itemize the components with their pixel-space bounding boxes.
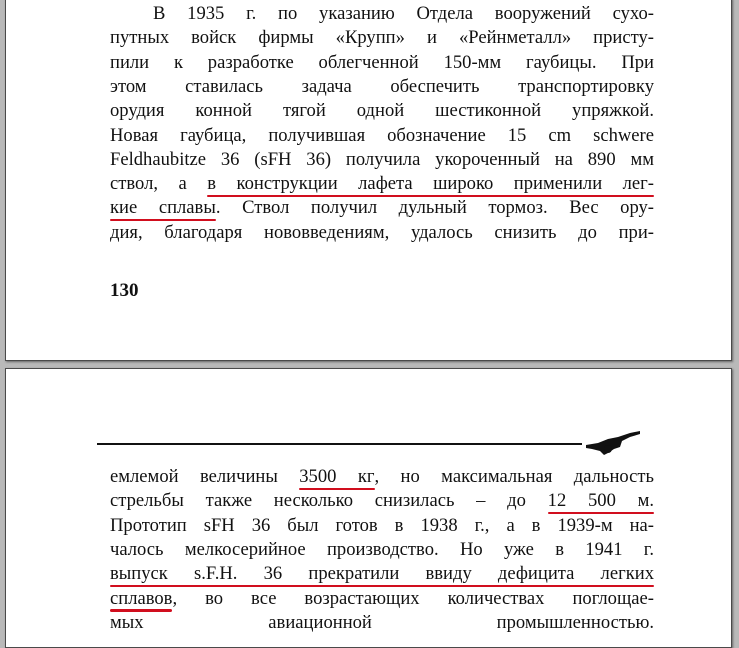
section-rule	[97, 443, 582, 445]
text-line	[110, 124, 654, 148]
text-line	[110, 562, 654, 586]
highlighted-text: выпуск s.F.H. 36 прекратили ввиду дефицита легких	[110, 563, 654, 585]
text-segment: , во все возрастающих количествах поглощае-	[172, 587, 654, 609]
text-segment: Прототип sFH 36 был готов в 1938 г., а в 1939-м на-	[110, 514, 654, 536]
text-line	[110, 611, 654, 635]
text-line	[110, 99, 654, 123]
text-line	[110, 221, 654, 245]
text-line	[110, 538, 654, 562]
highlighted-text: 3500 кг	[299, 466, 375, 487]
text-line	[110, 489, 654, 513]
text-line	[110, 196, 654, 220]
page-top	[5, 0, 732, 361]
text-line	[110, 172, 654, 196]
text-line	[110, 465, 654, 489]
text-segment: пили к разработке облегченной 150-мм гаубицы. При	[110, 51, 654, 73]
text-segment: , но максимальная дальность	[374, 466, 655, 487]
text-segment: . Ствол получил дульный тормоз. Вес ору-	[215, 197, 654, 219]
text-segment: путных войск фирмы «Крупп» и «Рейнметалл» присту-	[110, 27, 654, 49]
text-segment: мых авиационной промышленностью.	[110, 611, 654, 633]
text-line	[110, 26, 654, 50]
text-segment: стрельбы также несколько снизилась – до	[110, 490, 548, 512]
cannon-icon	[584, 429, 644, 459]
highlighted-text: кие сплавы	[110, 197, 216, 219]
text-line	[110, 514, 654, 538]
text-segment: В 1935 г. по указанию Отдела вооружений сухо-	[153, 3, 654, 24]
text-segment: чалось мелкосерийное производство. Но уже в 1941 г.	[110, 538, 654, 560]
text-segment: Feldhaubitze 36 (sFH 36) получила укороченный на 890 мм	[110, 148, 654, 170]
text-segment: емлемой величины	[110, 466, 300, 487]
text-segment: этом ставилась задача обеспечить транспортировку	[110, 75, 654, 97]
text-segment: орудия конной тягой одной шестиконной упряжкой.	[110, 100, 654, 122]
highlighted-text: сплавов	[110, 587, 173, 609]
text-line	[110, 148, 654, 172]
highlighted-text: в конструкции лафета широко применили лег-	[207, 173, 654, 195]
text-line	[110, 75, 654, 99]
text-line	[110, 51, 654, 75]
page-bottom	[5, 368, 732, 648]
page-number: 130	[110, 280, 139, 301]
text-line	[153, 2, 654, 26]
highlighted-text: 12 500 м.	[547, 490, 654, 512]
text-line	[110, 587, 654, 611]
text-segment: Новая гаубица, получившая обозначение 15 cm schwere	[110, 124, 654, 146]
text-segment: дия, благодаря нововведениям, удалось снизить до при-	[110, 221, 654, 243]
text-segment: ствол, а	[110, 173, 208, 195]
